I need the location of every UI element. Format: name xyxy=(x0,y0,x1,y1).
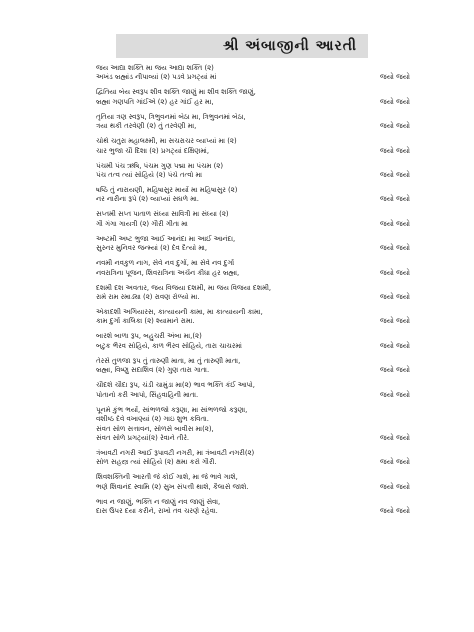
stanza xyxy=(96,357,444,376)
aarti-verses xyxy=(96,64,444,517)
verse-text: સુરનર મુનિવર જન્મ્યાં (૨) દેવ દૈત્યો મા, xyxy=(96,244,208,253)
stanza xyxy=(96,113,444,132)
verse-text: પૂનમે કુંભ ભર્યો, સાંભળજો કરૂણા, મા સાંભળજો કરૂણા, xyxy=(96,405,248,414)
refrain-text: જયો જયો xyxy=(380,73,410,82)
verse-line xyxy=(96,269,444,278)
verse-text: પોતાનો કરી આપો, સિંહવાહિની માતા. xyxy=(96,390,199,399)
verse-line xyxy=(96,64,444,73)
refrain-text: જયો જયો xyxy=(380,482,410,491)
stanza xyxy=(96,186,444,205)
page-title: શ્રી અંબાજીની આરતી xyxy=(223,38,357,54)
stanza xyxy=(96,137,444,156)
verse-text: જય આદ્યા શક્તિ મા જય આદ્યા શક્તિ (૨) xyxy=(96,64,214,72)
stanza xyxy=(96,381,444,400)
verse-text: ગૌ ગંગા ગાયત્રી (૨) ગૌરી ગીતા મા xyxy=(96,219,188,228)
verse-line xyxy=(96,425,444,434)
refrain-text: જયો જયો xyxy=(380,122,410,131)
verse-line xyxy=(96,284,444,293)
refrain-text: જયો જયો xyxy=(380,341,410,350)
verse-text: ષષ્ઠિ તું નારાયણી, મહિષાસુર માર્યો મા મહિષાસુર (૨) xyxy=(96,186,238,195)
verse-text: એકાદશી અગિયારસ, કાત્યાયની કામા, મા કાત્યાયની કામા, xyxy=(96,308,263,317)
refrain-text: જયો જયો xyxy=(380,244,410,253)
verse-line xyxy=(96,122,444,131)
verse-text: બ્રહ્મા ગણપતિ ગાંઈએ (૨) હર ગાંઈ હર મા, xyxy=(96,97,214,106)
verse-line xyxy=(96,406,444,415)
refrain-text: જયો જયો xyxy=(380,433,410,442)
refrain-text: જયો જયો xyxy=(380,97,410,106)
verse-text: ત્રંબાવટી નગરી આઈ રૂપાવટી નગરી, મા ત્રંબાવટી નગરી(૨) xyxy=(96,448,255,457)
refrain-text: જયો જયો xyxy=(380,366,410,375)
verse-line xyxy=(96,220,444,229)
refrain-text: જયો જયો xyxy=(380,293,410,302)
verse-text: દ્વિતિયા બેય સ્વરૂપ શીવ શક્તિ જાણું મા શીવ શક્તિ જાણું, xyxy=(96,88,256,97)
verse-line xyxy=(96,147,444,156)
stanza xyxy=(96,64,444,83)
verse-line xyxy=(96,498,444,507)
verse-line xyxy=(96,317,444,326)
verse-line xyxy=(96,244,444,253)
verse-text: ચૌદશે ચૌદા રૂપ, ચંડી ચામુંડા મા(૨) ભાવ ભક્તિ કંઈ આપો, xyxy=(96,381,255,390)
verse-line xyxy=(96,342,444,351)
verse-line xyxy=(96,415,444,424)
verse-text: પંચ તત્વ ત્યાં સોહિયે (૨) પંચે તત્વો મા xyxy=(96,171,203,180)
verse-text: તેરસે તુળજા રૂપ તું તારુણી માતા, મા તું તારુણી માતા, xyxy=(96,356,241,365)
refrain-text: જયો જયો xyxy=(380,390,410,399)
verse-text: બ્રહ્મા, વિષ્ણુ સદાશિવ (૨) ગુણ તારા ગાતા. xyxy=(96,366,210,375)
verse-line xyxy=(96,88,444,97)
verse-text: ભણે શિવાનંદ સ્વામિ (૨) સુખ સંપત્તી થાશે, કૈલાસે જાશે. xyxy=(96,482,249,491)
verse-text: અખંડ બ્રહ્માંડ નીપાવ્યાં (૨) પડવે પ્રગટ્યાં માં xyxy=(96,73,217,82)
verse-text: દાસ ઉપર દયા કરીને, રાખો તવ ચરણે રહેવા. xyxy=(96,507,218,516)
refrain-text: જયો જયો xyxy=(380,146,410,155)
verse-text: સંવત સોળે પ્રગટ્યાં(૨) રેવાને તીરે. xyxy=(96,433,190,442)
verse-line xyxy=(96,235,444,244)
verse-line xyxy=(96,113,444,122)
verse-text: ચાર ભુજા ચૌ દિશા (૨) પ્રગટ્યાં દક્ષિણમાં, xyxy=(96,146,210,155)
verse-text: બારશે બાળા રૂપ, બહુચરી અંબા મા,(૨) xyxy=(96,332,202,341)
stanza xyxy=(96,406,444,444)
verse-line xyxy=(96,357,444,366)
verse-line xyxy=(96,171,444,180)
verse-line xyxy=(96,98,444,107)
verse-line xyxy=(96,366,444,375)
verse-line xyxy=(96,293,444,302)
verse-line xyxy=(96,332,444,341)
stanza xyxy=(96,210,444,229)
verse-text: કામ દુર્ગા કાલિકા (૨) શ્યામાને રામા. xyxy=(96,317,195,326)
refrain-text: જયો જયો xyxy=(380,195,410,204)
verse-text: શિવશક્તિની આરતી જે કોઈ ગાશે, મા જે ભાવે ગાશે, xyxy=(96,473,238,482)
stanza xyxy=(96,498,444,517)
verse-line xyxy=(96,507,444,516)
refrain-text: જયો જયો xyxy=(380,317,410,326)
verse-text: નવરાત્રિના પૂજન, શિવરાત્રિના અર્ચન કીધા હર બ્રહ્મા, xyxy=(96,268,240,277)
verse-text: દશમી દશ અવતાર, જય વિજયા દશમી, મા જય વિજયા દશમી, xyxy=(96,283,272,292)
refrain-text: જયો જયો xyxy=(380,458,410,467)
stanza xyxy=(96,449,444,468)
verse-line xyxy=(96,162,444,171)
verse-line xyxy=(96,458,444,467)
verse-line xyxy=(96,449,444,458)
verse-text: રામે રામ રમાડ્યા (૨) રાવણ રોળ્યો મા. xyxy=(96,293,200,302)
verse-text: ત્રયા થકી તરવેણી (૨) તું તરવેણી મા, xyxy=(96,122,197,131)
refrain-text: જયો જયો xyxy=(380,507,410,516)
verse-line xyxy=(96,210,444,219)
verse-line xyxy=(96,137,444,146)
stanza xyxy=(96,88,444,107)
verse-text: પંચમી પંચ ઋષિ, પંચમ ગુણ પદ્મા મા પંચમ (૨) xyxy=(96,161,224,170)
verse-text: સંવત સોળ સત્તાવન, સોળસે બાવીસ મા(૨), xyxy=(96,424,214,433)
stanza xyxy=(96,235,444,254)
stanza xyxy=(96,284,444,303)
verse-line xyxy=(96,259,444,268)
stanza xyxy=(96,308,444,327)
stanza xyxy=(96,332,444,351)
verse-text: ભાવ ન જાણું, ભક્તિ ન જાણું નવ જાણું સેવા, xyxy=(96,497,221,506)
verse-text: બટુક ભૈરવ સોહિયે, કાળ ભૈરવ સોહિયે, તારા ચાચરમાં xyxy=(96,341,242,350)
verse-text: અષ્ટમી અષ્ટ ભુજા આઈ આનંદા મા આઈ આનંદા, xyxy=(96,234,236,243)
verse-text: સોળ સહસ્ત્ર ત્યાં સોહિયે (૨) ક્ષમા કરો ગૌરી. xyxy=(96,458,217,467)
verse-text: નર નારીના રૂપે (૨) વ્યાપ્યાં સઘળે મા. xyxy=(96,195,199,204)
refrain-text: જયો જયો xyxy=(380,171,410,180)
stanza xyxy=(96,162,444,181)
stanza xyxy=(96,473,444,492)
verse-line xyxy=(96,483,444,492)
verse-text: વશીષ્ઠ દેવે વખાણ્યાં (૨) ગાઇ શુભ કવિતા. xyxy=(96,415,209,424)
verse-line xyxy=(96,73,444,82)
verse-line xyxy=(96,391,444,400)
verse-text: તૃતિયા ત્રણ સ્વરૂપ, ત્રિભુવનમાં બેઠા મા, ત્રિભુવનમાં બેઠા, xyxy=(96,112,246,121)
verse-line xyxy=(96,195,444,204)
verse-text: સપ્તમી સપ્ત પાતાળ સંધ્યા સાવિત્રી મા સંધ્યા (૨) xyxy=(96,210,229,219)
verse-line xyxy=(96,381,444,390)
verse-line xyxy=(96,434,444,443)
refrain-text: જયો જયો xyxy=(380,268,410,277)
verse-line xyxy=(96,473,444,482)
refrain-text: જયો જયો xyxy=(380,219,410,228)
verse-text: નવમી નવકુળ નાગ, સેવે નવ દુર્ગા, મા સેવે નવ દુર્ગા xyxy=(96,259,235,268)
verse-text: ચોથે ચતુરા મહાલક્ષ્મી, મા સચરાચર વ્યાપ્યાં મા (૨) xyxy=(96,137,237,146)
stanza xyxy=(96,259,444,278)
